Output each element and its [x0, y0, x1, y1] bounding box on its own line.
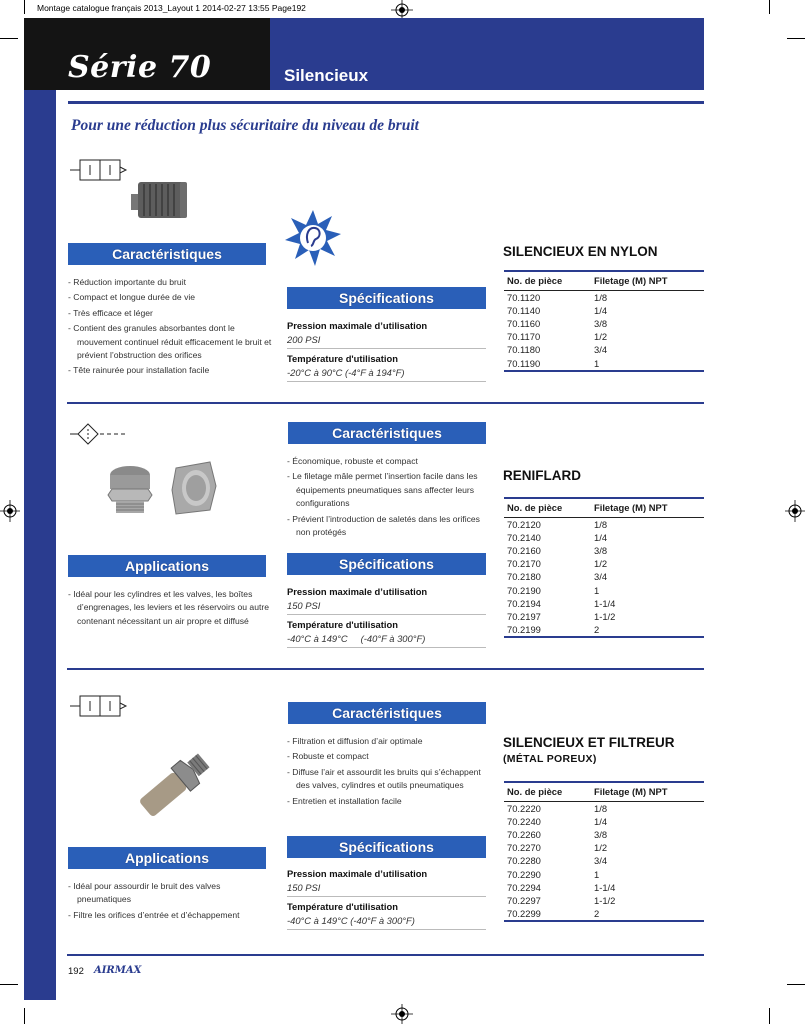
table-row — [504, 815, 704, 828]
specs-header: Spécifications — [287, 287, 486, 309]
table-row — [504, 841, 704, 854]
temperature-value: -20°C à 90°C (-4°F à 194°F) — [287, 367, 405, 378]
features-header: Caractéristiques — [288, 702, 486, 724]
column-header: Filetage (M) NPT — [591, 782, 704, 801]
section-divider — [67, 954, 704, 956]
part-number: 70.1160 — [507, 317, 541, 329]
breather-symbol-icon — [70, 422, 130, 446]
part-number: 70.2299 — [504, 907, 591, 921]
registration-mark-icon — [391, 1004, 413, 1024]
pressure-value: 150 PSI — [287, 882, 321, 893]
registration-mark-icon — [0, 500, 20, 522]
list-item: - Robuste et compact — [287, 751, 369, 762]
table-row — [504, 623, 704, 637]
list-item: - Idéal pour assourdir le bruit des valves pneumatiques — [68, 881, 221, 905]
table-row — [504, 557, 704, 570]
crop-mark — [787, 984, 805, 985]
table-row — [504, 330, 704, 343]
list-item: - Entretien et installation facile — [287, 795, 402, 806]
thread-size: 1/4 — [594, 815, 608, 827]
part-number: 70.2280 — [507, 855, 541, 867]
list-item: - Tête rainurée pour installation facile — [68, 365, 210, 376]
list-item: - Réduction importante du bruit — [68, 277, 186, 287]
part-number: 70.1170 — [507, 331, 541, 343]
pressure-value: 200 PSI — [287, 334, 321, 345]
list-item: - Filtration et diffusion d’air optimale — [287, 736, 423, 746]
pressure-label: Pression maximale d’utilisation — [287, 868, 428, 879]
applications-list — [68, 880, 273, 924]
applications-header: Applications — [68, 847, 266, 869]
nylon-silencer-image — [128, 176, 190, 224]
valve-symbol-icon — [70, 693, 128, 721]
thread-size: 1-1/4 — [594, 881, 616, 893]
table-row — [504, 881, 704, 894]
table-row — [504, 610, 704, 623]
crop-mark — [24, 0, 25, 14]
table-row — [504, 801, 704, 815]
table-row — [504, 544, 704, 557]
registration-mark-icon — [785, 500, 805, 522]
thread-size: 1/8 — [594, 518, 608, 530]
applications-list — [68, 588, 273, 630]
list-item: - Diffuse l’air et assourdit les bruits qui s’échappent des valves, cylindres et outils pneumatiques — [287, 766, 481, 791]
divider — [287, 614, 486, 615]
thread-size: 3/8 — [594, 828, 608, 840]
thread-size: 3/4 — [594, 855, 608, 867]
crop-mark — [24, 1008, 25, 1024]
tagline: Pour une réduction plus sécuritaire du niveau de bruit — [71, 117, 419, 134]
list-item: - Économique, robuste et compact — [287, 456, 418, 466]
thread-size: 1-1/2 — [594, 610, 616, 622]
thread-size: 1/2 — [594, 842, 608, 854]
registration-mark-icon — [391, 0, 413, 20]
thread-size: 1/2 — [594, 558, 608, 570]
divider — [287, 647, 486, 648]
section-divider — [67, 668, 704, 670]
temperature-label: Température d'utilisation — [287, 353, 398, 364]
part-number: 70.2194 — [507, 597, 541, 609]
divider — [287, 348, 486, 349]
part-number-table — [504, 497, 704, 638]
temperature-value: -40°C à 149°C (-40°F à 300°F) — [287, 633, 426, 644]
thread-size: 1-1/4 — [594, 597, 616, 609]
applications-header: Applications — [68, 555, 266, 577]
thread-size: 1/4 — [594, 304, 608, 316]
part-number: 70.2240 — [507, 815, 541, 827]
features-header: Caractéristiques — [68, 243, 266, 265]
part-number: 70.2197 — [507, 610, 541, 622]
column-header: No. de pièce — [504, 782, 591, 801]
table-row — [504, 317, 704, 330]
table-row — [504, 357, 704, 371]
crop-mark — [0, 984, 18, 985]
crop-mark — [769, 0, 770, 14]
list-item: - Contient des granules absorbantes dont le mouvement continuel réduit efficacement le bruit et prévient l’obstruction des orifices — [68, 323, 272, 361]
table-row — [504, 517, 704, 531]
thread-size: 3/8 — [594, 544, 608, 556]
part-number: 70.2160 — [507, 544, 541, 556]
part-number: 70.2297 — [507, 894, 541, 906]
thread-size: 1/8 — [594, 291, 608, 303]
table-title: SILENCIEUX ET FILTREUR — [503, 735, 675, 750]
breather-product-image — [106, 465, 156, 517]
specs-header: Spécifications — [287, 836, 486, 858]
table-row — [504, 304, 704, 317]
valve-symbol-icon — [70, 157, 128, 185]
column-header: No. de pièce — [504, 498, 591, 517]
part-number: 70.2180 — [507, 571, 541, 583]
part-number: 70.2270 — [507, 842, 541, 854]
thread-size: 1 — [591, 357, 704, 371]
part-number: 70.1180 — [507, 344, 541, 356]
part-number: 70.2140 — [507, 531, 541, 543]
temperature-value: -40°C à 149°C (-40°F à 300°F) — [287, 915, 415, 926]
thread-size: 3/8 — [594, 317, 608, 329]
column-header: Filetage (M) NPT — [591, 271, 704, 290]
table-row — [504, 894, 704, 907]
porous-metal-silencer-image — [128, 740, 220, 828]
table-subtitle: (MÉTAL POREUX) — [503, 753, 597, 765]
table-row — [504, 584, 704, 597]
features-header: Caractéristiques — [288, 422, 486, 444]
list-item: - Très efficace et léger — [68, 307, 153, 318]
thread-size: 2 — [591, 907, 704, 921]
divider — [287, 381, 486, 382]
list-item: - Compact et longue durée de vie — [68, 292, 196, 303]
column-header: No. de pièce — [504, 271, 591, 290]
part-number: 70.1120 — [507, 291, 541, 303]
part-number: 70.2290 — [507, 868, 541, 880]
list-item: - Filtre les orifices d’entrée et d’échappement — [68, 909, 240, 920]
breather-product-image — [170, 460, 218, 516]
thread-size: 3/4 — [594, 344, 608, 356]
list-item: - Idéal pour les cylindres et les valves, les boîtes d’engrenages, les leviers et les réservoirs ou autre contenant nécessitant un air propre et diffusé — [68, 589, 270, 626]
crop-mark — [787, 38, 805, 39]
pressure-value: 150 PSI — [287, 600, 321, 611]
features-list — [287, 735, 492, 810]
list-item: - Prévient l’introduction de saletés dans les orifices non protégés — [287, 513, 480, 538]
part-number-table — [504, 781, 704, 922]
part-number: 70.2199 — [504, 623, 591, 637]
pressure-label: Pression maximale d’utilisation — [287, 320, 428, 331]
brand-logo: AIRMAX — [94, 965, 142, 976]
features-list — [287, 455, 492, 541]
thread-size: 1/8 — [594, 802, 608, 814]
table-title: SILENCIEUX EN NYLON — [503, 244, 658, 259]
table-row — [504, 868, 704, 881]
temperature-label: Température d'utilisation — [287, 619, 398, 630]
pressure-label: Pression maximale d’utilisation — [287, 586, 428, 597]
table-row — [504, 531, 704, 544]
table-row — [504, 854, 704, 867]
title-rule — [68, 101, 704, 104]
divider — [287, 929, 486, 930]
part-number: 70.2190 — [507, 584, 541, 596]
temperature-label: Température d'utilisation — [287, 901, 398, 912]
section-divider — [67, 402, 704, 404]
table-row — [504, 597, 704, 610]
column-header: Filetage (M) NPT — [591, 498, 704, 517]
thread-size: 1 — [594, 584, 600, 596]
table-row — [504, 343, 704, 356]
thread-size: 1/2 — [594, 331, 608, 343]
part-number: 70.2220 — [507, 802, 541, 814]
page-number: 192 — [68, 966, 84, 977]
table-title: RENIFLARD — [503, 468, 581, 483]
part-number: 70.2120 — [507, 518, 541, 530]
series-title: Série 70 — [68, 50, 212, 85]
specs-header: Spécifications — [287, 553, 486, 575]
crop-mark — [769, 1008, 770, 1024]
part-number: 70.2294 — [507, 881, 541, 893]
print-slug: Montage catalogue français 2013_Layout 1 2014-02-27 13:55 Page192 — [37, 3, 306, 13]
part-number-table — [504, 270, 704, 372]
thread-size: 1 — [594, 868, 600, 880]
features-list — [68, 276, 273, 380]
part-number: 70.2170 — [507, 558, 541, 570]
side-color-bar — [24, 18, 56, 1000]
list-item: - Le filetage mâle permet l’insertion facile dans les équipements pneumatiques sans affecter leurs configurations — [287, 471, 478, 509]
part-number: 70.1190 — [504, 357, 591, 371]
part-number: 70.1140 — [507, 304, 541, 316]
part-number: 70.2260 — [507, 828, 541, 840]
thread-size: 1/4 — [594, 531, 608, 543]
thread-size: 2 — [591, 623, 704, 637]
thread-size: 3/4 — [594, 571, 608, 583]
table-row — [504, 828, 704, 841]
table-row — [504, 570, 704, 583]
category-title: Silencieux — [284, 66, 369, 85]
table-row — [504, 290, 704, 304]
divider — [287, 896, 486, 897]
table-row — [504, 907, 704, 921]
ear-noise-star-icon — [285, 210, 341, 266]
crop-mark — [0, 38, 18, 39]
thread-size: 1-1/2 — [594, 894, 616, 906]
